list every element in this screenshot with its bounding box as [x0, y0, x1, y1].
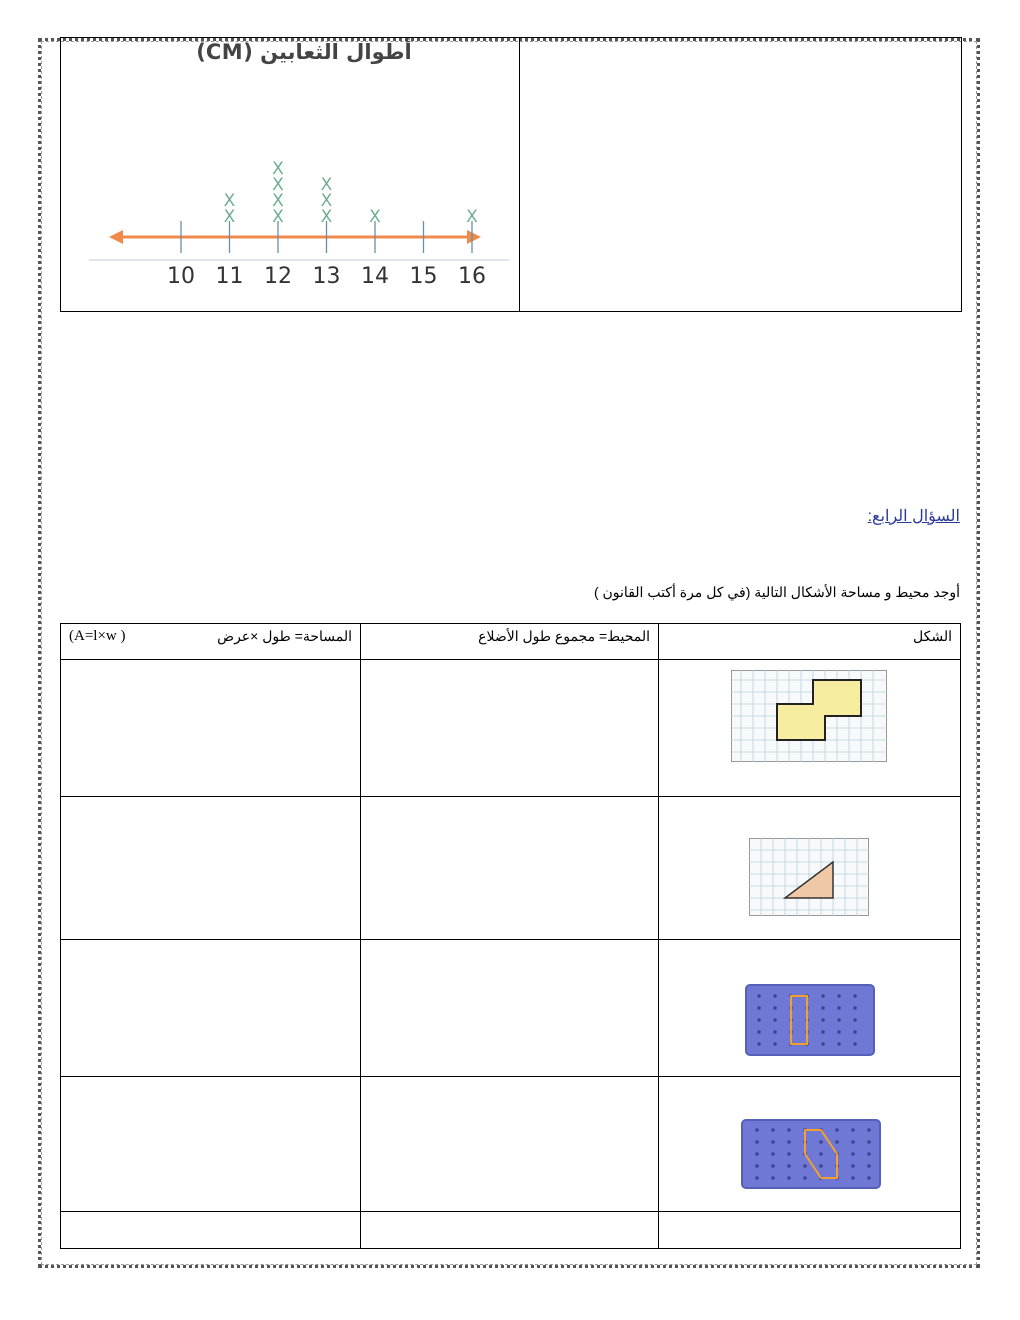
table-row [61, 1077, 961, 1212]
header-shape: الشكل [659, 624, 961, 660]
data-point-x-mark: X [272, 175, 284, 195]
table-row-empty [61, 1212, 961, 1249]
data-point-x-mark: X [466, 207, 478, 227]
data-point-x-mark: X [369, 207, 381, 227]
data-point-x-mark: X [320, 175, 333, 195]
parallelogram-geoboard-icon [741, 1119, 881, 1189]
header-area-label: المساحة= طول ×عرض [217, 628, 352, 644]
tick-label: 12 [264, 264, 292, 289]
data-point-x-mark: X [223, 207, 236, 227]
shape-cell [659, 1077, 961, 1212]
table-row [61, 660, 961, 797]
tick-label: 15 [409, 264, 438, 289]
tick-label: 14 [361, 264, 389, 289]
table-header-row [61, 624, 961, 660]
shapes-table [60, 623, 961, 1249]
header-perimeter: المحيط= مجموع طول الأضلاع [361, 624, 659, 660]
shape-cell [659, 940, 961, 1077]
table-row [61, 797, 961, 940]
empty-cell [361, 1212, 659, 1249]
header-area [61, 624, 361, 660]
right-arrow-icon [467, 230, 481, 244]
line-plot [89, 40, 509, 289]
tick-label: 16 [458, 264, 486, 289]
area-answer-cell[interactable] [61, 1077, 361, 1212]
tick-label: 13 [312, 264, 341, 289]
shape-cell [659, 660, 961, 797]
line-plot-box [60, 37, 962, 312]
question-instruction: أوجد محيط و مساحة الأشكال التالية (في كل مرة أكتب القانون ) [593, 584, 960, 600]
empty-cell [61, 1212, 361, 1249]
line-plot-title: أطوال الثعابين (CM) [196, 40, 412, 64]
line-plot-svg [89, 40, 509, 289]
data-point-x-mark: X [272, 159, 284, 179]
box-divider [519, 38, 520, 311]
yellow-l-shape-grid-icon [731, 670, 887, 762]
data-point-x-mark: X [272, 207, 284, 227]
rectangle-geoboard-icon [745, 984, 875, 1056]
perimeter-answer-cell[interactable] [361, 797, 659, 940]
left-arrow-icon [109, 230, 123, 244]
data-point-x-mark: X [320, 191, 333, 211]
tick-label: 11 [215, 264, 244, 289]
perimeter-answer-cell[interactable] [361, 1077, 659, 1212]
area-answer-cell[interactable] [61, 940, 361, 1077]
table-row [61, 940, 961, 1077]
area-answer-cell[interactable] [61, 660, 361, 797]
data-point-x-mark: X [223, 191, 236, 211]
header-area-formula: (A=l×w ) [69, 628, 126, 644]
perimeter-answer-cell[interactable] [361, 940, 659, 1077]
shape-cell [659, 797, 961, 940]
data-point-x-mark: X [272, 191, 284, 211]
data-point-x-mark: X [320, 207, 333, 227]
triangle-grid-icon [749, 838, 869, 916]
question-heading: السؤال الرابع: [867, 508, 960, 525]
perimeter-answer-cell[interactable] [361, 660, 659, 797]
empty-cell [659, 1212, 961, 1249]
tick-label: 10 [167, 264, 195, 289]
area-answer-cell[interactable] [61, 797, 361, 940]
